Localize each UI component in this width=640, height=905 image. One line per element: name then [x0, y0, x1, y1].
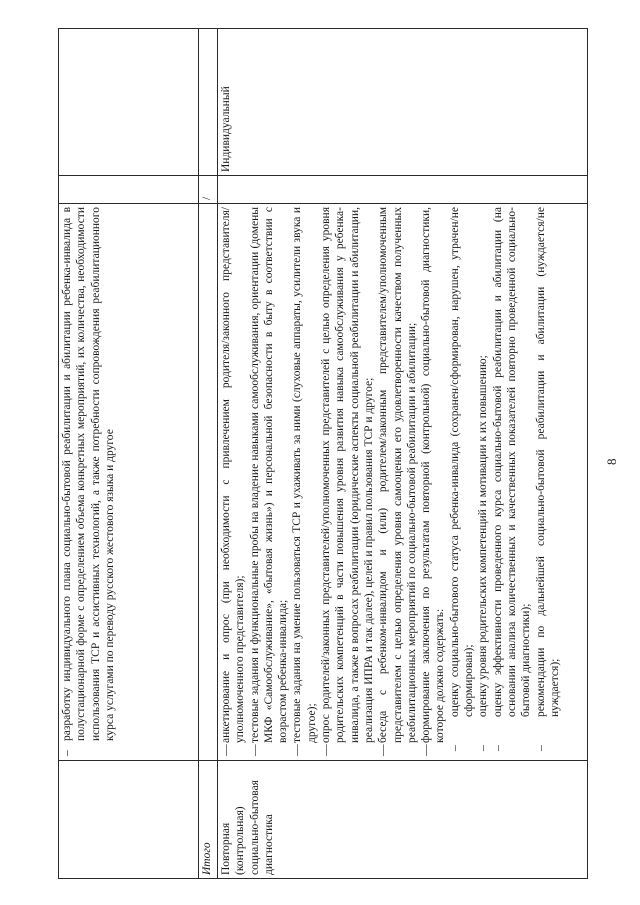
conclusion-item: оценку социально-бытового статуса ребенка-инвалида (сохранен/сформирован, нарушен, утрачен/не сформирован); [448, 207, 476, 717]
bullet-marker: — [291, 744, 304, 756]
dash-marker: – [477, 745, 490, 751]
bullet-marker: — [320, 744, 333, 756]
content-item: анкетирование и опрос (при необходимости с привлечением родителя/законного представителя/уполномоченного представителя); [220, 207, 247, 743]
dash-marker: – [491, 745, 504, 751]
services-table [58, 28, 588, 879]
dash-marker: – [534, 745, 547, 751]
table-row [59, 29, 199, 879]
content-item: тестовые задания на умение пользоваться ТСР и ухаживать за ними (слуховые аппараты, усилители звука и другое); [291, 207, 318, 743]
table-row [199, 29, 218, 879]
empty-cell [59, 176, 199, 204]
page-number: 8 [604, 458, 619, 465]
content-item: беседа с ребенком-инвалидом и (или) родителем/законным представителем/уполномоченным представителем с целью определения уровня самооценки его удовлетворенности качеством полученных реабилитационных мероприятий по социально-бытовой реабилитации и абилитации; [377, 207, 418, 743]
empty-cell [218, 176, 588, 204]
service-name: Повторная (контрольная) социально-бытовая диагностика [218, 761, 588, 879]
plan-cell [59, 204, 199, 761]
plan-text: разработку индивидуального плана социально-бытовой реабилитации и абилитации ребенка-инвалида в полустационарной форме с определением объема конкретных мероприятий, их количества, необходимости использования ТСР и ассистивных технологий, а также потребности сопровождения реабилитационного курса услугами по переводу русского жестового языка и другое [61, 207, 116, 741]
dash-marker: – [61, 750, 73, 756]
bullet-marker: — [420, 744, 433, 756]
empty-cell [199, 204, 218, 761]
content-item: формирование заключения по результатам повторной (контрольной) социально-бытовой диагностики, которое должно содержать: [420, 207, 447, 743]
bullet-marker: — [377, 744, 390, 756]
service-form: Индивидуальный [218, 29, 588, 176]
empty-cell [199, 29, 218, 176]
content-item: тестовые задания и функциональные пробы на владение навыками самообслуживания, ориентации (домены МКФ «Самообслуживание», «бытовая жизнь») и персональной безопасности в быту в соответствии с возрастом ребенка-инвалида; [248, 207, 290, 743]
conclusion-item: оценку уровня родительских компетенций и мотивации к их повышению; [477, 355, 490, 717]
total-label: Итого [199, 761, 218, 879]
bullet-marker: — [220, 744, 232, 756]
service-content [218, 204, 588, 761]
empty-cell [59, 29, 199, 176]
table-row [218, 29, 588, 879]
bullet-marker: — [248, 744, 261, 756]
empty-cell [59, 761, 199, 879]
conclusion-item: рекомендации по дальнейшей социально-бытовой реабилитации и абилитации (нуждается/не нуждается); [534, 207, 561, 717]
conclusion-item: оценку эффективности проведенного курса социально-бытовой реабилитации и абилитации (на основании анализа количественных и качественных показателей повторно проведенной социально-бытовой диагностики); [491, 207, 533, 717]
total-mark: / [199, 176, 218, 204]
dash-marker: – [448, 745, 461, 751]
content-item: опрос родителей/законных представителей/уполномоченных представителей с целью определения уровня родительских компетенций в части повышения уровня развития навыка самообслуживания у ребенка-инвалида, а также в вопросах реабилитации (юридические аспекты социальной реабилитации и абилитации, реализация ИПРА и так далее), целей и правил пользования ТСР и другое; [320, 207, 375, 743]
